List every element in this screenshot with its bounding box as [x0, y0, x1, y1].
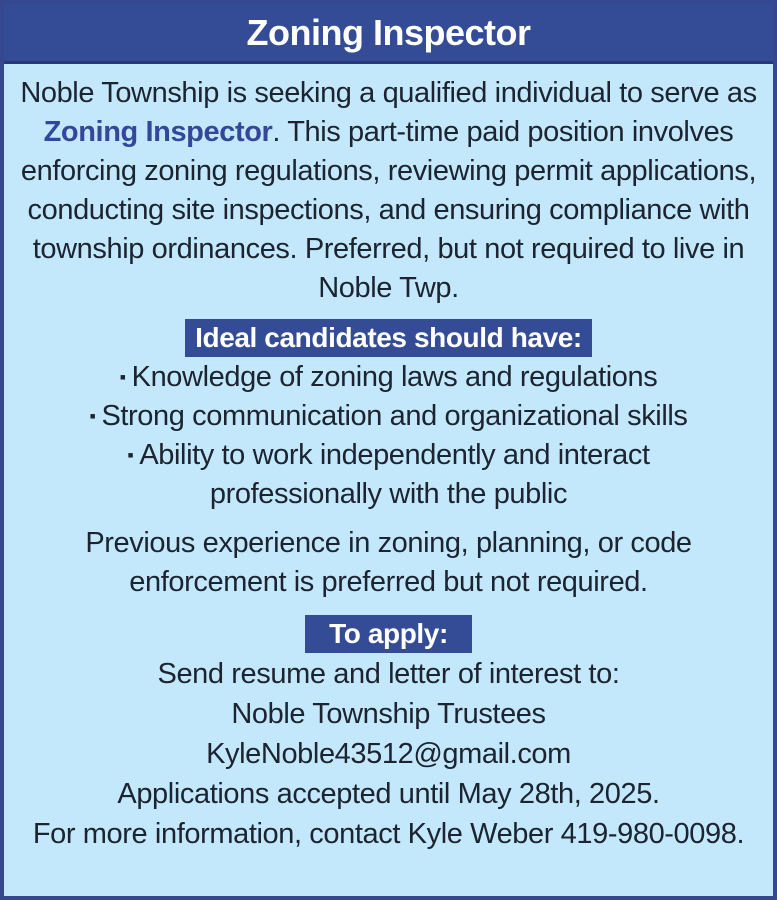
qualifications-list [16, 358, 761, 514]
bullet-icon: ▪ [119, 367, 126, 387]
qualification-text: Ability to work independently and interact professionally with the public [139, 439, 650, 510]
apply-heading-wrap [16, 614, 761, 654]
intro-text-after: . This part-time paid position involves enforcing zoning regulations, reviewing permit applications, conducting site inspections, and ensuring compliance with township ordinances. Preferred, but not required to live in Noble Twp. [20, 116, 757, 304]
ad-title: Zoning Inspector [246, 11, 531, 53]
qualification-item [16, 436, 761, 514]
qualification-text: Knowledge of zoning laws and regulations [131, 361, 658, 393]
ad-body [4, 74, 773, 854]
apply-heading: To apply: [305, 615, 472, 653]
experience-note: Previous experience in zoning, planning, or code enforcement is preferred but not required. [85, 527, 692, 598]
apply-instruction: Send resume and letter of interest to: [157, 658, 620, 690]
apply-email: KyleNoble43512@gmail.com [206, 738, 571, 770]
qualifications-heading-wrap [16, 318, 761, 358]
apply-deadline: Applications accepted until May 28th, 2025. [117, 778, 660, 810]
qualification-item [16, 397, 761, 436]
qualifications-heading: Ideal candidates should have: [185, 319, 592, 357]
bullet-icon: ▪ [127, 445, 134, 465]
bullet-icon: ▪ [89, 406, 96, 426]
intro-highlight: Zoning Inspector [43, 116, 273, 148]
apply-contact: For more information, contact Kyle Weber 419-980-0098. [32, 818, 745, 850]
qualification-text: Strong communication and organizational skills [101, 400, 688, 432]
intro-text-before: Noble Township is seeking a qualified individual to serve as [20, 77, 757, 109]
intro-paragraph [16, 74, 761, 308]
qualification-item [16, 358, 761, 397]
apply-recipient: Noble Township Trustees [231, 698, 546, 730]
ad-header [4, 4, 773, 64]
apply-details [16, 654, 761, 854]
